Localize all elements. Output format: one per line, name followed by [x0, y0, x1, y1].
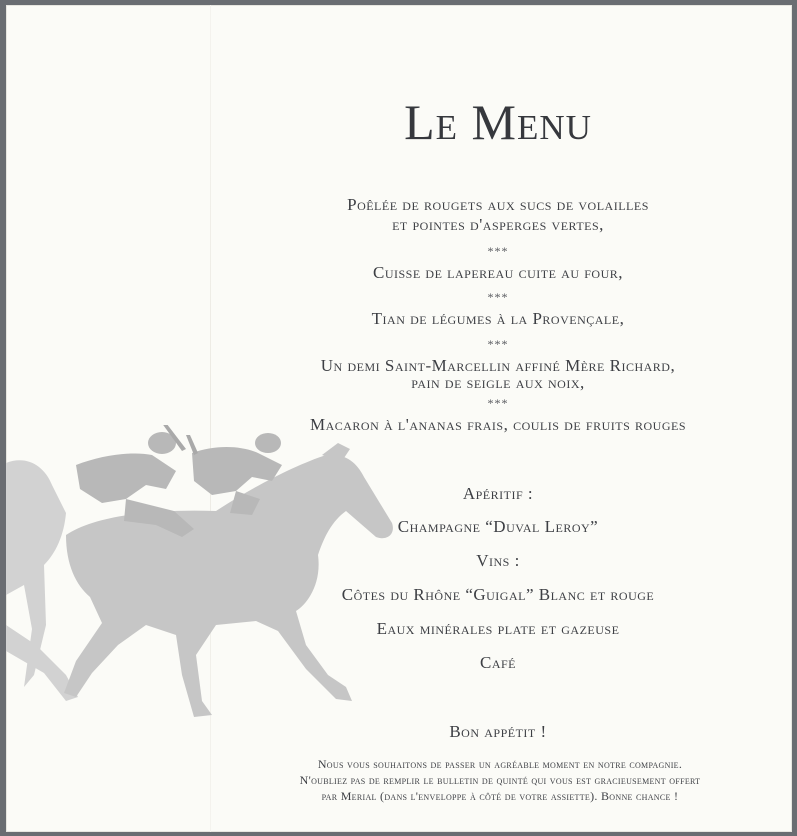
- dish-1-line-1: Poêlée de rougets aux sucs de volailles: [347, 195, 649, 214]
- separator-2: ***: [487, 290, 509, 304]
- separator-3: ***: [487, 337, 509, 351]
- dish-3: Tian de légumes à la Provençale,: [371, 309, 625, 328]
- dish-2: Cuisse de lapereau cuite au four,: [372, 263, 623, 282]
- separator-4: ***: [487, 396, 509, 410]
- racehorses-illustration: [6, 425, 406, 725]
- dish-5: Macaron à l'ananas frais, coulis de fruits rouges: [309, 415, 687, 434]
- aperitif-item: Champagne “Duval Leroy”: [397, 517, 599, 536]
- wine-item: Côtes du Rhône “Guigal” Blanc et rouge: [341, 585, 655, 604]
- menu-card: [6, 5, 792, 832]
- dish-4-line-1: Un demi Saint-Marcellin affiné Mère Richard,: [320, 356, 676, 375]
- dish-1-line-2: et pointes d'asperges vertes,: [392, 215, 604, 234]
- menu-title: Le Menu: [404, 94, 592, 150]
- dish-4-line-2: pain de seigle aux noix,: [411, 373, 585, 392]
- vins-label: Vins :: [476, 551, 520, 570]
- note-line-1: Nous vous souhaitons de passer un agréable moment en notre compagnie.: [317, 757, 683, 771]
- coffee-item: Café: [479, 653, 516, 672]
- note-line-3: par Merial (dans l'enveloppe à côté de votre assiette). Bonne chance !: [321, 789, 679, 803]
- separator-1: ***: [487, 244, 509, 258]
- bon-appetit: Bon appétit !: [449, 722, 547, 741]
- note-line-2: N'oubliez pas de remplir le bulletin de quinté qui vous est gracieusement offert: [299, 773, 701, 787]
- water-item: Eaux minérales plate et gazeuse: [376, 619, 620, 638]
- aperitif-label: Apéritif :: [462, 484, 534, 503]
